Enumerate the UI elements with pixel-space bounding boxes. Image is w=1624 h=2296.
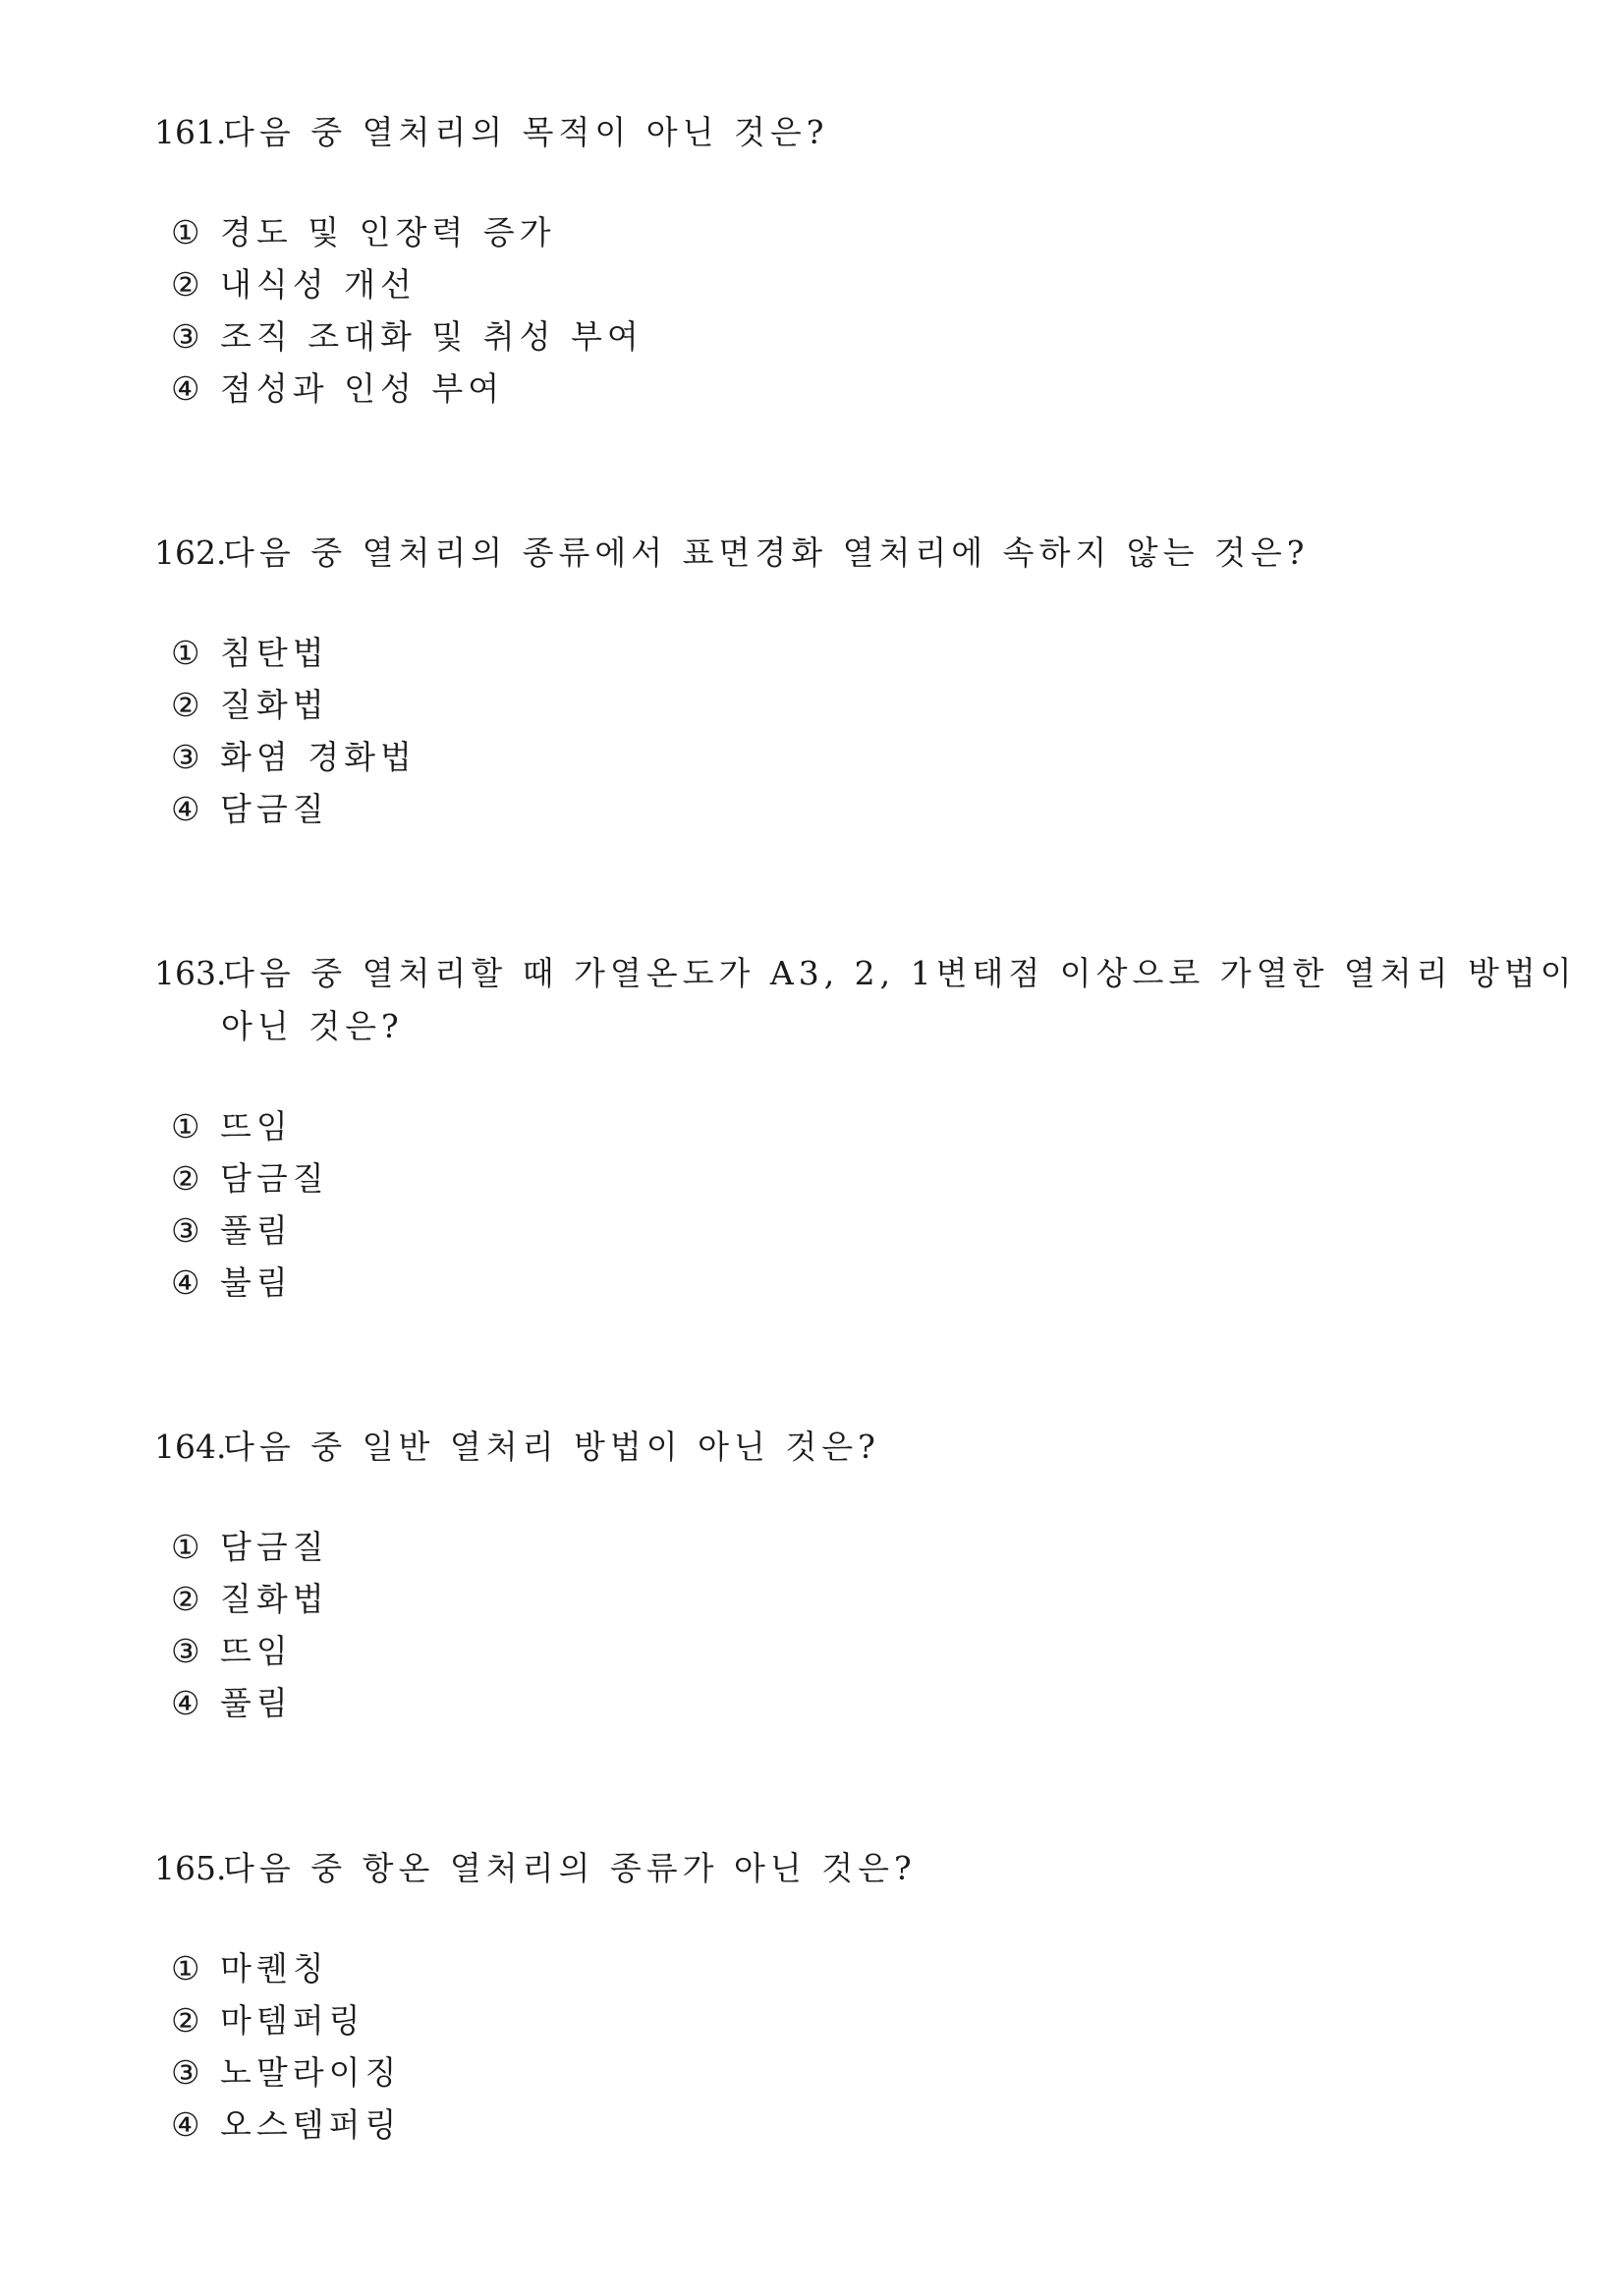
question-text: 다음 중 일반 열처리 방법이 아닌 것은? [223,1428,880,1466]
option-mark: ④ [171,2105,200,2144]
option-list [154,1100,1490,1309]
option-1[interactable] [171,627,1490,679]
option-list [154,1942,1490,2151]
question-162 [154,527,1490,835]
option-4[interactable] [171,1677,1490,1729]
option-1[interactable] [171,206,1490,258]
option-2[interactable] [171,1573,1490,1625]
option-3[interactable] [171,731,1490,783]
question-stem [154,947,1577,1000]
question-164 [154,1421,1490,1729]
option-4[interactable] [171,783,1490,835]
option-mark: ④ [171,1684,200,1722]
option-4[interactable] [171,363,1490,415]
option-text: 침탄법 [220,634,329,672]
option-text: 풀림 [220,1211,293,1250]
question-number: 161. [154,113,227,151]
question-163 [154,947,1577,1309]
option-mark: ③ [171,1632,200,1670]
option-mark: ② [171,686,200,724]
question-165 [154,1842,1490,2151]
option-3[interactable] [171,1204,1490,1257]
option-mark: ④ [171,790,200,828]
option-mark: ④ [171,369,200,408]
option-2[interactable] [171,1994,1490,2046]
option-text: 뜨임 [220,1632,293,1670]
option-mark: ④ [171,1263,200,1302]
option-text: 노말라이징 [220,2053,402,2092]
option-text: 뜨임 [220,1107,293,1146]
option-text: 오스템퍼링 [220,2105,402,2144]
option-mark: ③ [171,738,200,776]
option-text: 조직 조대화 및 취성 부여 [220,317,644,356]
question-text: 다음 중 항온 열처리의 종류가 아닌 것은? [223,1849,917,1887]
option-text: 불림 [220,1263,293,1302]
question-stem [154,106,1490,159]
option-text: 질화법 [220,686,329,724]
option-list [154,1521,1490,1729]
question-stem [154,1421,1490,1474]
option-mark: ② [171,2001,200,2040]
option-mark: ① [171,634,200,672]
option-1[interactable] [171,1942,1490,1994]
question-stem [154,527,1490,580]
option-text: 담금질 [220,1528,329,1566]
option-3[interactable] [171,310,1490,363]
option-2[interactable] [171,679,1490,731]
question-number: 162. [154,533,227,572]
option-text: 화염 경화법 [220,738,417,776]
question-number: 163. [154,954,227,992]
option-3[interactable] [171,1625,1490,1677]
option-2[interactable] [171,258,1490,310]
option-text: 마퀜칭 [220,1949,329,1988]
option-mark: ② [171,1159,200,1198]
option-text: 내식성 개선 [220,265,417,304]
option-4[interactable] [171,2099,1490,2151]
option-3[interactable] [171,2046,1490,2099]
option-list [154,627,1490,835]
question-stem [154,1842,1490,1895]
option-text: 담금질 [220,1159,329,1198]
option-mark: ③ [171,2053,200,2092]
option-list [154,206,1490,415]
question-161 [154,106,1490,415]
option-2[interactable] [171,1152,1490,1204]
option-mark: ① [171,1949,200,1988]
option-text: 점성과 인성 부여 [220,369,505,408]
option-mark: ③ [171,1211,200,1250]
question-text-continued: 아닌 것은? [221,1007,404,1045]
option-1[interactable] [171,1521,1490,1573]
question-text: 다음 중 열처리의 목적이 아닌 것은? [223,113,829,151]
question-number: 164. [154,1428,227,1466]
option-text: 경도 및 인장력 증가 [220,213,556,252]
question-text: 다음 중 열처리의 종류에서 표면경화 열처리에 속하지 않는 것은? [223,533,1310,572]
option-text: 마템퍼링 [220,2001,365,2040]
option-4[interactable] [171,1257,1490,1309]
option-text: 담금질 [220,790,329,828]
option-mark: ③ [171,317,200,356]
question-number: 165. [154,1849,227,1887]
option-mark: ① [171,1107,200,1146]
option-text: 질화법 [220,1580,329,1618]
question-text: 다음 중 열처리할 때 가열온도가 A3, 2, 1변태점 이상으로 가열한 열처리 방법이 [223,954,1577,992]
option-1[interactable] [171,1100,1490,1152]
option-text: 풀림 [220,1684,293,1722]
option-mark: ① [171,213,200,252]
option-mark: ② [171,265,200,304]
option-mark: ② [171,1580,200,1618]
option-mark: ① [171,1528,200,1566]
